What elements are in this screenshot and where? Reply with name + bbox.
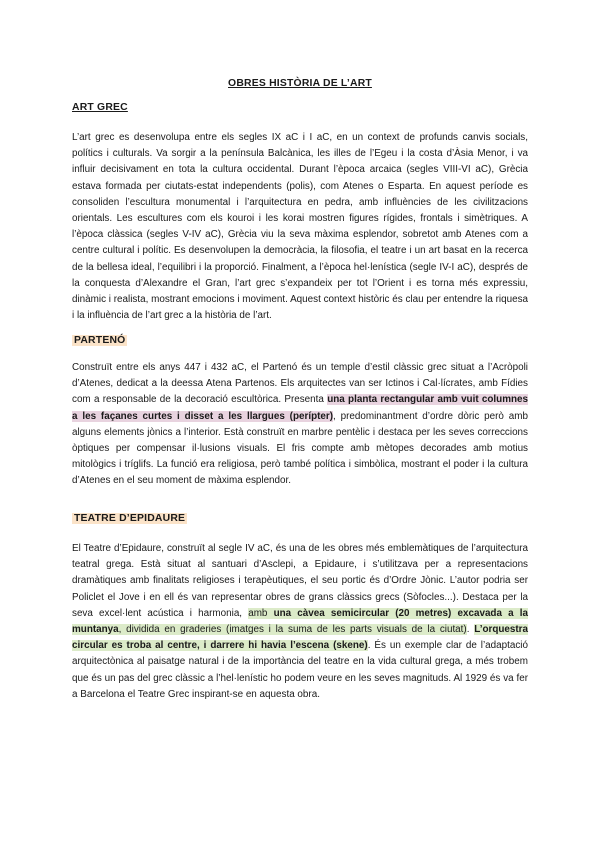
paragraph-teatre-epidaure <box>72 541 528 703</box>
highlighted-text: L’orquestra circular es troba al centre, i darrere hi havia l’escena (skene) <box>72 624 528 652</box>
highlighted-text: una càvea semicircular (20 metres) excavada a la muntanya <box>72 607 528 636</box>
section-heading-partenon <box>72 335 127 346</box>
section-heading-teatre-epidaure <box>72 513 187 524</box>
highlighted-text: amb <box>248 607 274 619</box>
text-segment: . <box>466 624 475 636</box>
text-segment: , predominantment d’ordre dòric però amb alguns elements jònics a l’interior. Està construït en marbre pentèlic i destaca per les seves correccions òptiques per compensar il·lusions visuals. El fris compte amb mètopes decorades amb motius mitològics i tríglifs. La funció era religiosa, però també política i simbòlica, mostrant el poder i la cultura d’Atenes en el seu moment de màxima esplendor. <box>72 410 528 487</box>
section-heading-art-grec: ART GREC <box>72 102 128 113</box>
paragraph-partenon <box>72 360 528 490</box>
paragraph-art-grec: L’art grec es desenvolupa entre els segles IX aC i I aC, en un context de profunds canvis socials, polítics i culturals. Va sorgir a la península Balcànica, les illes de l’Egeu i la costa d’Àsia Menor, i va influir decisivament en tota la cultura occidental. Durant l’època arcaica (segles VIII-VI aC), Grècia estava formada per ciutats-estat independents (polis), com Atenes o Esparta. En aquest període es consoliden l’escultura monumental i l’arquitectura en pedra, amb influències de les civilitzacions orientals. Les escultures com els kouroi i les korai mostren figures rígides, frontals i simètriques. A l’època clàssica (segles V-IV aC), Grècia viu la seva màxima esplendor, sobretot amb Atenes com a centre cultural i polític. Es desenvolupen la democràcia, la filosofia, el teatre i un art basat en la recerca de la bellesa ideal, l’equilibri i la proporció. Finalment, a l’època hel·lenística (segle IV-I aC), després de la conquesta d’Alexandre el Gran, l’art grec s’expandeix per tot l’Orient i es torna més expressiu, dinàmic i realista, mostrant emocions i moviment. Aquest context històric és clau per entendre la riquesa i la influència de l’art grec a la història de l’art. <box>72 132 528 322</box>
text-segment: . És un exemple clar de l’adaptació arquitectònica al paisatge natural i de la importància del teatre en la vida cultural grega, a més trobem que és un pas del grec clàssic a l’hel·lenístic ho podem veure en les seves magnituds. Al 1929 és va fer a Barcelona el Teatre Grec inspirant-se en aquesta obra. <box>72 640 528 700</box>
text-segment: El Teatre d’Epidaure, construït al segle IV aC, és una de les obres més emblemàtiques de l’arquitectura teatral grega. Està situat al santuari d’Asclepi, a Epidaure, i s’utilitzava per a representacions dramàtiques amb finalitats religioses i terapèutiques, el seu portic és d’Ordre Jònic. L’autor podria ser Policlet el Jove i en ell és van representar obres de grans clàssics grecs (Sòfocles...). Destaca per la seva excel·lent acústica i harmonia, <box>72 543 528 619</box>
text-segment: Construït entre els anys 447 i 432 aC, el Partenó és un temple d’estil clàssic grec situat a l’Acròpoli d’Atenes, dedicat a la deessa Atena Partenos. Els arquitectes van ser Ictinos i Cal·lícrates, amb Fídies com a responsable de la decoració escultòrica. Presenta <box>72 362 528 406</box>
document-title: OBRES HISTÒRIA DE L’ART <box>228 78 372 89</box>
highlighted-text: una planta rectangular amb vuit columnes a les façanes curtes i disset a les llargues (perípter) <box>72 394 529 422</box>
highlighted-text: , dividida en graderies (imatges i la suma de les parts visuals de la ciutat) <box>118 624 467 636</box>
heading-highlight: TEATRE D’EPIDAURE <box>74 513 186 524</box>
heading-highlight: PARTENÓ <box>74 335 126 346</box>
